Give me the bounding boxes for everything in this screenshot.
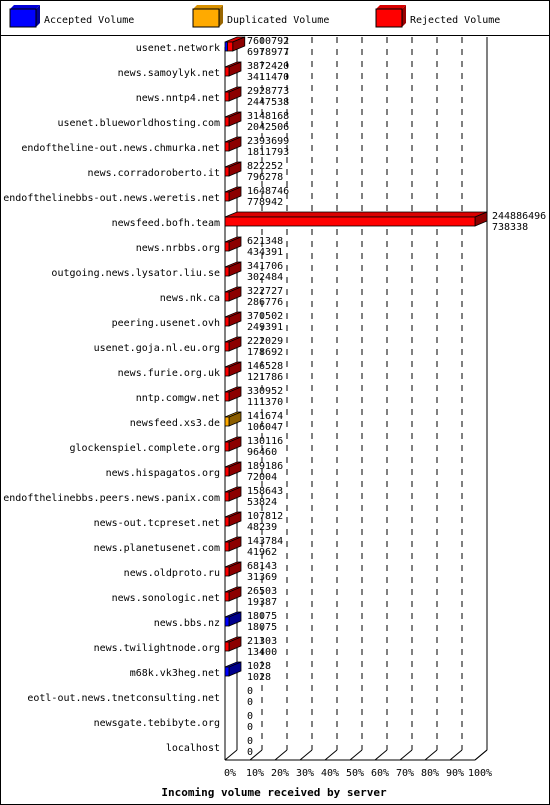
accepted-value-label: 1811793: [247, 147, 290, 158]
accepted-value-label: 19387: [247, 597, 278, 608]
accepted-value-label: 31369: [247, 572, 278, 583]
rejected-value-label: 130116: [247, 436, 284, 447]
bar-front: [225, 342, 229, 351]
server-label: nntp.comgw.net: [135, 393, 220, 404]
server-label: endofthelinebbs-out.news.weretis.net: [3, 193, 220, 204]
legend-accepted-swatch: [10, 9, 36, 27]
accepted-value-label: 796278: [247, 172, 284, 183]
legend-rejected-swatch-top: [376, 5, 406, 9]
bar-front: [225, 642, 229, 651]
rejected-value-label: 18075: [247, 611, 278, 622]
bar: [225, 212, 487, 226]
bar-front: [225, 92, 229, 101]
server-label: glockenspiel.complete.org: [69, 443, 220, 454]
bar-front: [225, 542, 229, 551]
x-tick-label: 70%: [395, 768, 415, 779]
bar-front: [225, 292, 229, 301]
rejected-value-label: 3148168: [247, 111, 290, 122]
accepted-value-label: 121786: [247, 372, 284, 383]
accepted-value-label: 53824: [247, 497, 278, 508]
x-tick-label: 20%: [270, 768, 290, 779]
bar-front: [225, 142, 229, 151]
bar-front: [225, 167, 229, 176]
rejected-value-label: 21303: [247, 636, 278, 647]
rejected-value-label: 341706: [247, 261, 284, 272]
rejected-value-label: 1028: [247, 661, 272, 672]
bar-front: [225, 417, 229, 426]
x-tick-label: 40%: [320, 768, 340, 779]
x-tick-label: 0%: [223, 768, 237, 779]
accepted-value-label: 6978977: [247, 47, 290, 58]
bar-front: [225, 217, 475, 226]
x-tick-label: 60%: [370, 768, 390, 779]
server-label: usenet.blueworldhosting.com: [57, 118, 220, 129]
server-label: peering.usenet.ovh: [111, 318, 220, 329]
accepted-value-label: 96460: [247, 447, 278, 458]
bar-front-rejected: [227, 42, 232, 51]
rejected-value-label: 3872420: [247, 61, 290, 72]
rejected-value-label: 2928773: [247, 86, 290, 97]
accepted-value-label: 1028: [247, 672, 272, 683]
bar-front: [225, 242, 229, 251]
accepted-value-label: 13400: [247, 647, 278, 658]
server-label: news.nrbbs.org: [135, 243, 220, 254]
bar-front: [225, 667, 229, 676]
rejected-value-label: 322727: [247, 286, 284, 297]
server-label: news.twilightnode.org: [93, 643, 220, 654]
server-label: news-out.tcpreset.net: [93, 518, 220, 529]
accepted-value-label: 0: [247, 697, 254, 708]
rejected-value-label: 222029: [247, 336, 284, 347]
legend-rejected-label: Rejected Volume: [410, 15, 501, 26]
x-axis-title: Incoming volume received by server: [161, 786, 387, 799]
accepted-value-label: 778942: [247, 197, 284, 208]
accepted-value-label: 302484: [247, 272, 284, 283]
rejected-value-label: 107812: [247, 511, 284, 522]
rejected-value-label: 0: [247, 736, 254, 747]
server-label: news.samoylyk.net: [117, 68, 220, 79]
server-label: newsfeed.xs3.de: [129, 418, 220, 429]
server-label: news.nk.ca: [159, 293, 220, 304]
bar-front: [225, 567, 229, 576]
server-label: localhost: [165, 743, 220, 754]
accepted-value-label: 106047: [247, 422, 284, 433]
server-label: news.hispagatos.org: [105, 468, 220, 479]
accepted-value-label: 3411470: [247, 72, 290, 83]
server-label: newsgate.tebibyte.org: [93, 718, 220, 729]
rejected-value-label: 143784: [247, 536, 284, 547]
rejected-value-label: 7600792: [247, 36, 290, 47]
rejected-value-label: 26503: [247, 586, 278, 597]
legend-duplicated-label: Duplicated Volume: [227, 15, 330, 26]
server-label: news.oldproto.ru: [123, 568, 220, 579]
legend-rejected-swatch: [376, 9, 402, 27]
accepted-value-label: 2042506: [247, 122, 290, 133]
bar-front: [225, 117, 229, 126]
x-tick-label: 80%: [420, 768, 440, 779]
rejected-value-label: 0: [247, 686, 254, 697]
bar-front: [225, 592, 229, 601]
bar-front: [225, 442, 229, 451]
server-label: m68k.vk3heg.net: [129, 668, 220, 679]
server-label: eotl-out.news.tnetconsulting.net: [27, 693, 220, 704]
rejected-value-label: 244886496: [492, 211, 547, 222]
bar-front: [225, 617, 229, 626]
server-label: usenet.network: [135, 43, 220, 54]
bar-top: [225, 212, 487, 217]
rejected-value-label: 189186: [247, 461, 284, 472]
accepted-value-label: 41962: [247, 547, 278, 558]
legend-accepted-swatch-top: [10, 5, 40, 9]
rejected-value-label: 1648746: [247, 186, 290, 197]
server-label: news.furie.org.uk: [117, 368, 220, 379]
accepted-value-label: 178692: [247, 347, 284, 358]
accepted-value-label: 48239: [247, 522, 278, 533]
rejected-value-label: 146528: [247, 361, 284, 372]
rejected-value-label: 822252: [247, 161, 284, 172]
server-label: endofthelinebbs.peers.news.panix.com: [3, 493, 220, 504]
legend-accepted-label: Accepted Volume: [44, 15, 135, 26]
server-label: outgoing.news.lysator.liu.se: [51, 268, 220, 279]
rejected-value-label: 68143: [247, 561, 278, 572]
server-label: news.planetusenet.com: [93, 543, 220, 554]
server-label: news.sonologic.net: [111, 593, 220, 604]
server-label: news.nntp4.net: [135, 93, 220, 104]
rejected-value-label: 2393699: [247, 136, 290, 147]
x-tick-label: 90%: [445, 768, 465, 779]
x-tick-label: 100%: [467, 768, 493, 779]
rejected-value-label: 158643: [247, 486, 284, 497]
x-tick-label: 30%: [295, 768, 315, 779]
x-tick-label: 10%: [245, 768, 265, 779]
accepted-value-label: 0: [247, 747, 254, 758]
bar-front: [225, 267, 229, 276]
accepted-value-label: 249391: [247, 322, 284, 333]
legend-duplicated-swatch-top: [193, 5, 223, 9]
rejected-value-label: 621348: [247, 236, 284, 247]
accepted-value-label: 286776: [247, 297, 284, 308]
legend-duplicated-swatch: [193, 9, 219, 27]
bar-front: [225, 392, 229, 401]
bar-front: [225, 317, 229, 326]
bar-front: [225, 67, 229, 76]
server-label: endoftheline-out.news.chmurka.net: [21, 143, 220, 154]
accepted-value-label: 111370: [247, 397, 284, 408]
bar-front: [225, 367, 229, 376]
accepted-value-label: 2447538: [247, 97, 290, 108]
accepted-value-label: 72004: [247, 472, 278, 483]
rejected-value-label: 141674: [247, 411, 284, 422]
x-tick-label: 50%: [345, 768, 365, 779]
accepted-value-label: 0: [247, 722, 254, 733]
accepted-value-label: 434391: [247, 247, 284, 258]
rejected-value-label: 370502: [247, 311, 284, 322]
server-label: news.bbs.nz: [153, 618, 220, 629]
bar-front: [225, 467, 229, 476]
accepted-value-label: 18075: [247, 622, 278, 633]
server-label: usenet.goja.nl.eu.org: [93, 343, 220, 354]
bar-front: [225, 492, 229, 501]
bar-front: [225, 517, 229, 526]
bar-front: [225, 192, 229, 201]
rejected-value-label: 0: [247, 711, 254, 722]
accepted-value-label: 738338: [492, 222, 529, 233]
server-label: newsfeed.bofh.team: [111, 218, 220, 229]
server-label: news.corradoroberto.it: [87, 168, 220, 179]
rejected-value-label: 330952: [247, 386, 284, 397]
